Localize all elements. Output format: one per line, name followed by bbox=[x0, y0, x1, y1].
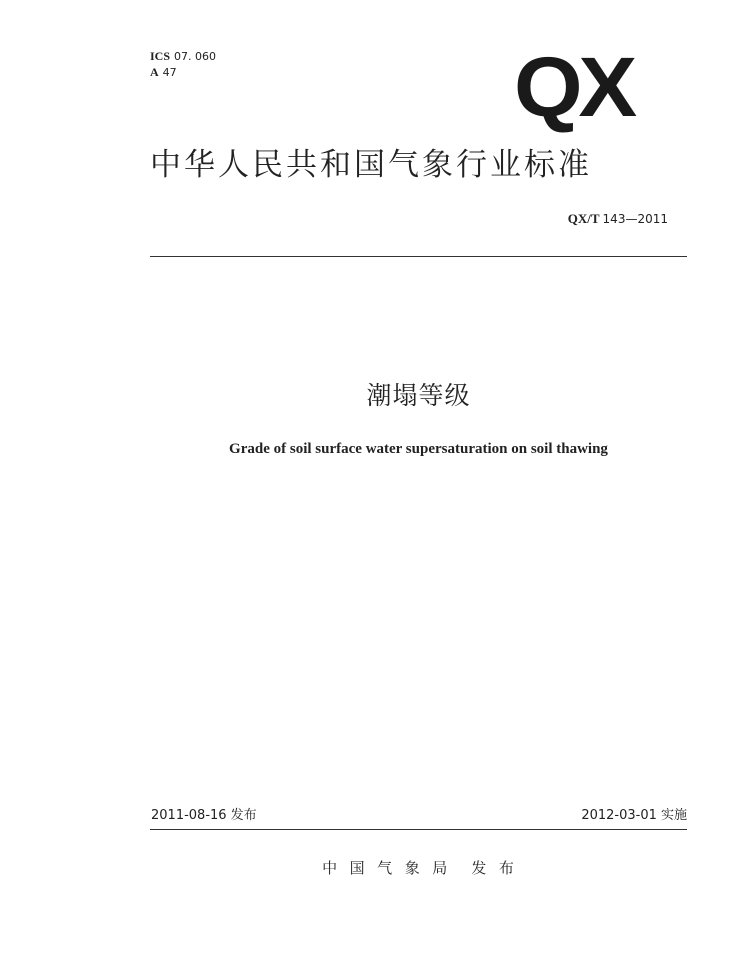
publisher: 中 国 气 象 局 发 布 bbox=[322, 859, 515, 877]
issue-date: 2011-08-16 发布 bbox=[151, 808, 257, 823]
ccs-value: 47 bbox=[162, 66, 177, 79]
standard-number bbox=[568, 211, 668, 227]
ics-label: ICS bbox=[150, 49, 171, 63]
ccs-classification bbox=[150, 65, 177, 80]
bottom-divider bbox=[150, 829, 687, 830]
ics-classification bbox=[150, 49, 216, 64]
document-title-english: Grade of soil surface water supersaturation on soil thawing bbox=[229, 441, 608, 457]
implementation-date: 2012-03-01 实施 bbox=[581, 808, 687, 823]
standard-category-title: 中华人民共和国气象行业标准 bbox=[150, 147, 592, 183]
ics-value: 07. 060 bbox=[174, 50, 217, 63]
ccs-label: A bbox=[150, 65, 159, 79]
document-title-chinese: 潮塌等级 bbox=[366, 381, 471, 410]
qx-logo: QX bbox=[514, 40, 634, 134]
top-divider bbox=[150, 256, 687, 257]
standard-code: QX/T bbox=[567, 211, 600, 226]
standard-number-value: 143—2011 bbox=[602, 212, 668, 226]
